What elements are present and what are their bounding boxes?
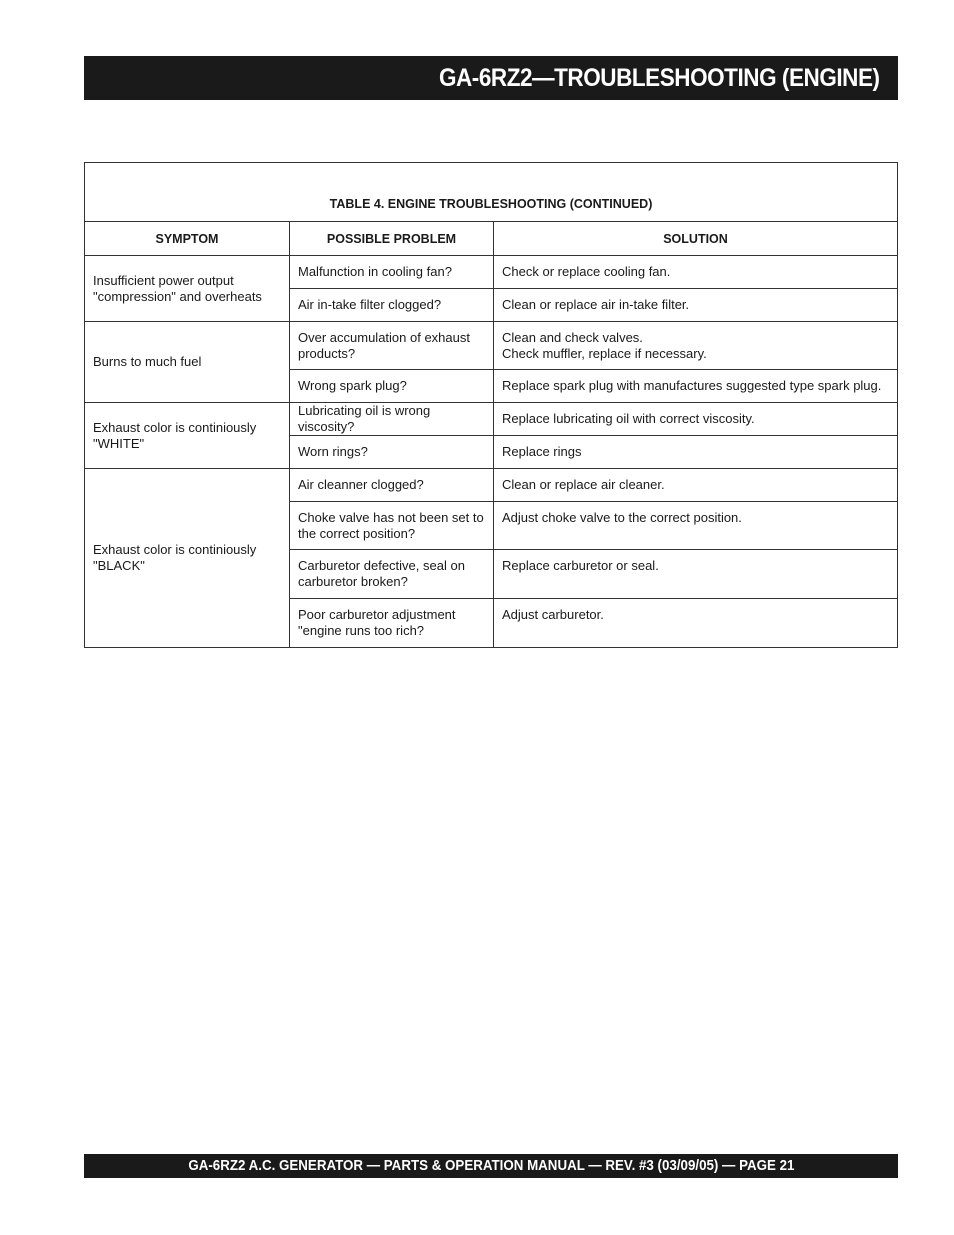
table-row [85, 469, 898, 502]
symptom-cell: Burns to much fuel [85, 322, 290, 403]
engine-troubleshooting-table [84, 162, 898, 648]
table-row [85, 256, 898, 289]
table-caption-row [85, 163, 898, 222]
solution-cell: Replace rings [494, 436, 898, 469]
symptom-cell: Insufficient power output "compression" and overheats [85, 256, 290, 322]
problem-cell: Air in-take filter clogged? [290, 289, 494, 322]
solution-cell: Clean or replace air in-take filter. [494, 289, 898, 322]
solution-cell: Check or replace cooling fan. [494, 256, 898, 289]
page-title: GA-6RZ2—TROUBLESHOOTING (ENGINE) [439, 63, 880, 92]
solution-cell: Adjust carburetor. [494, 599, 898, 648]
problem-cell: Choke valve has not been set to the correct position? [290, 502, 494, 550]
solution-cell: Adjust choke valve to the correct position. [494, 502, 898, 550]
symptom-cell: Exhaust color is continiously "BLACK" [85, 469, 290, 648]
table-row [85, 403, 898, 436]
problem-cell: Carburetor defective, seal on carburetor broken? [290, 550, 494, 599]
solution-cell: Clean and check valves. Check muffler, replace if necessary. [494, 322, 898, 370]
table-row [85, 322, 898, 370]
solution-cell: Replace carburetor or seal. [494, 550, 898, 599]
solution-cell: Clean or replace air cleaner. [494, 469, 898, 502]
column-header-symptom: SYMPTOM [85, 222, 290, 256]
symptom-cell: Exhaust color is continiously "WHITE" [85, 403, 290, 469]
solution-cell: Replace spark plug with manufactures suggested type spark plug. [494, 370, 898, 403]
column-header-solution: SOLUTION [494, 222, 898, 256]
solution-cell: Replace lubricating oil with correct viscosity. [494, 403, 898, 436]
page-footer-text: GA-6RZ2 A.C. GENERATOR — PARTS & OPERATION MANUAL — REV. #3 (03/09/05) — PAGE 21 [187, 1158, 795, 1174]
problem-cell: Lubricating oil is wrong viscosity? [290, 403, 494, 436]
page-header-bar [84, 56, 898, 100]
column-header-possible-problem: POSSIBLE PROBLEM [290, 222, 494, 256]
problem-cell: Over accumulation of exhaust products? [290, 322, 494, 370]
problem-cell: Worn rings? [290, 436, 494, 469]
problem-cell: Wrong spark plug? [290, 370, 494, 403]
problem-cell: Malfunction in cooling fan? [290, 256, 494, 289]
problem-cell: Air cleanner clogged? [290, 469, 494, 502]
table-header-row [85, 222, 898, 256]
problem-cell: Poor carburetor adjustment "engine runs too rich? [290, 599, 494, 648]
table-caption: TABLE 4. ENGINE TROUBLESHOOTING (CONTINUED) [85, 163, 898, 222]
page-footer-bar [84, 1154, 898, 1178]
